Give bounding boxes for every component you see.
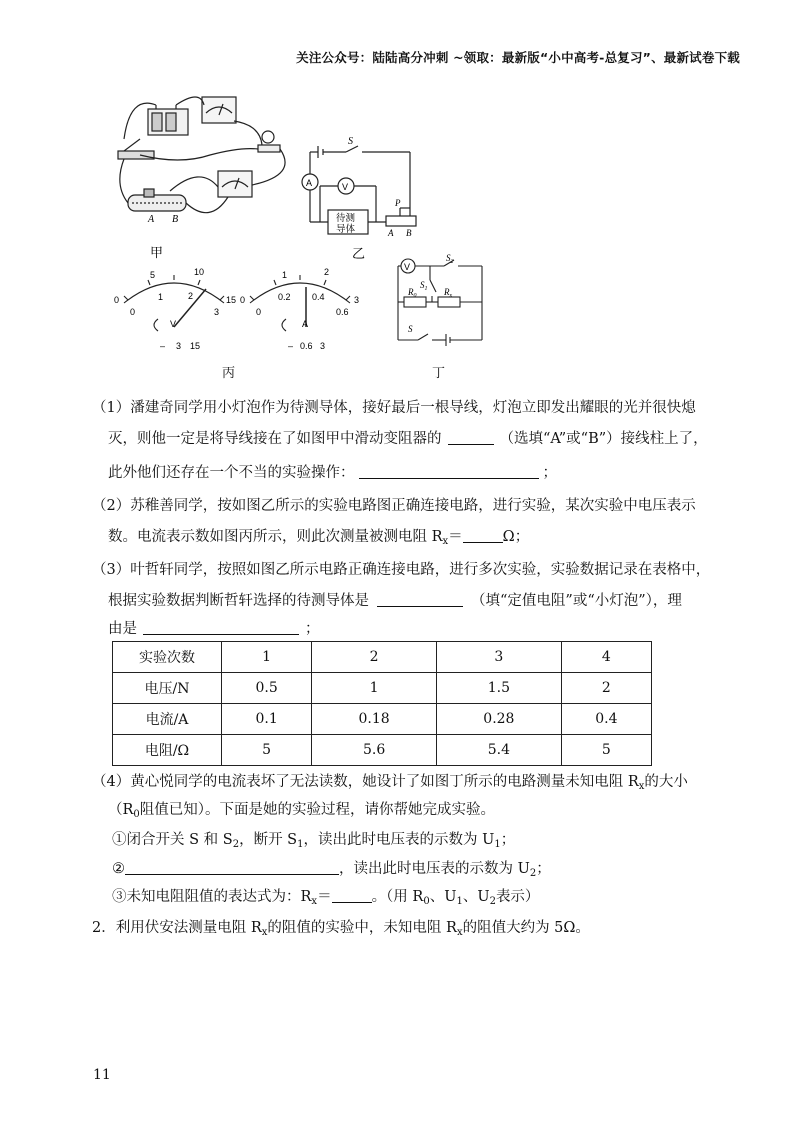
q1-part1-text-e: ； xyxy=(542,465,557,481)
q1-part1-text-b: 灭，则他一定是将导线接在了如图甲中滑动变阻器的 xyxy=(108,431,442,447)
answer-blank-1[interactable] xyxy=(448,428,494,445)
figure-bing-ammeter xyxy=(240,265,370,355)
ding-voltmeter-symbol: V xyxy=(404,262,411,272)
volt-terminal-neg: – xyxy=(160,341,166,351)
amp-inner-tick-2: 0.4 xyxy=(312,292,325,302)
figure-ding xyxy=(392,252,492,352)
amp-outer-tick-1: 1 xyxy=(282,270,288,280)
ding-rx: R xyxy=(444,287,450,297)
amp-outer-tick-0: 0 xyxy=(240,295,246,305)
volt-symbol: V xyxy=(170,319,177,329)
jia-label: 甲 xyxy=(150,246,164,261)
q1-part3-text-c: （填“定值电阻”或“小灯泡”），理 xyxy=(471,593,682,609)
volt-inner-tick-0: 0 xyxy=(130,307,136,317)
page-number: 11 xyxy=(93,1067,111,1083)
q2-text-c: 的阻值大约为 5Ω。 xyxy=(462,920,590,936)
step2-text-a: ② xyxy=(112,861,125,877)
answer-blank-4[interactable] xyxy=(377,590,463,607)
data-table xyxy=(112,641,652,766)
step3-sub-x: x xyxy=(311,896,318,907)
table-cell: 5.4 xyxy=(436,735,561,766)
q1-part2-line1: （2）苏稚善同学，按如图乙所示的实验电路图正确连接电路，进行实验，某次实验中电压表示 xyxy=(92,498,696,514)
table-cell: 电流/A xyxy=(113,704,222,735)
yi-switch-label: S xyxy=(348,136,353,147)
step1-sub-2: 2 xyxy=(232,839,240,850)
q1-part2-line2 xyxy=(108,526,748,552)
step1-sub-1: 1 xyxy=(297,839,304,850)
table-row xyxy=(113,735,652,766)
step3-sub-2: 2 xyxy=(489,896,496,907)
volt-outer-tick-3: 15 xyxy=(226,295,237,305)
step-3 xyxy=(112,886,752,912)
amp-inner-tick-1: 0.2 xyxy=(278,292,291,302)
q1-part4-text-b: 的大小 xyxy=(644,774,688,790)
amp-inner-tick-0: 0 xyxy=(256,307,262,317)
q1-part4-text-a: （4）黄心悦同学的电流表坏了无法读数，她设计了如图丁所示的电路测量未知电阻 R xyxy=(92,774,639,790)
q1-part1-line1: （1）潘建奇同学用小灯泡作为待测导体，接好最后一根导线，灯泡立即发出耀眼的光并很快熄 xyxy=(92,400,696,416)
q1-part4-sub-x: x xyxy=(638,781,645,792)
ding-rx-sub: x xyxy=(449,293,453,299)
q1-part3-line1: （3）叶哲轩同学，按照如图乙所示电路正确连接电路，进行多次实验，实验数据记录在表格中， xyxy=(92,562,711,578)
q1-part3-line3 xyxy=(108,618,748,639)
step3-text-e: 、U xyxy=(462,889,490,905)
q1-part3-line2 xyxy=(108,590,748,611)
table-cell: 电压/N xyxy=(113,673,222,704)
table-cell: 5.6 xyxy=(312,735,437,766)
step3-sub-1: 1 xyxy=(456,896,463,907)
amp-outer-tick-2: 2 xyxy=(324,267,330,277)
table-cell: 1 xyxy=(222,642,312,673)
volt-outer-tick-0: 0 xyxy=(114,295,120,305)
ding-s2-sub: 2 xyxy=(450,259,454,265)
question-2 xyxy=(92,918,732,943)
step3-text-c: 。（用 R xyxy=(371,889,424,905)
q1-part4-text-c: （R xyxy=(108,802,134,818)
step-2 xyxy=(112,858,752,884)
volt-inner-tick-3: 3 xyxy=(214,307,220,317)
table-cell: 1.5 xyxy=(436,673,561,704)
step3-text-a: ③未知电阻阻值的表达式为：R xyxy=(112,889,312,905)
page-header: 关注公众号：陆陆高分冲刺 ~领取：最新版“小中高考-总复习”、最新试卷下载 xyxy=(296,50,740,65)
step-1 xyxy=(112,830,752,855)
table-cell: 5 xyxy=(222,735,312,766)
table-cell: 0.28 xyxy=(436,704,561,735)
answer-blank-3[interactable] xyxy=(463,526,503,543)
figure-bing-voltmeter xyxy=(110,265,240,355)
amp-symbol: A xyxy=(302,319,309,329)
q1-part4-line2 xyxy=(108,800,748,825)
table-cell: 0.5 xyxy=(222,673,312,704)
amp-outer-tick-3: 3 xyxy=(354,295,360,305)
yi-box-line1: 待测 xyxy=(336,213,356,224)
table-cell: 0.1 xyxy=(222,704,312,735)
q2-text-b: 的阻值的实验中，未知电阻 R xyxy=(267,920,457,936)
yi-ammeter-symbol: A xyxy=(306,178,313,188)
q1-part4-line1 xyxy=(92,772,732,797)
answer-blank-6[interactable] xyxy=(125,858,339,875)
q2-sub-a: x xyxy=(261,927,268,938)
step3-eq: ＝ xyxy=(317,889,332,905)
figure-yi xyxy=(300,132,430,262)
q1-part3-text-b: 根据实验数据判断哲轩选择的待测导体是 xyxy=(108,593,369,609)
q1-part3-text-e: ； xyxy=(305,621,320,637)
yi-slider-label: P xyxy=(395,198,401,208)
q1-part2-unit: Ω； xyxy=(502,529,530,545)
step1-text-d: ； xyxy=(500,832,516,848)
step3-text-d: 、U xyxy=(429,889,457,905)
table-cell: 0.4 xyxy=(561,704,651,735)
q1-part1 xyxy=(92,398,732,418)
q1-part1-text-d: 此外他们还存在一个不当的实验操作： xyxy=(108,465,355,481)
step2-text-c: ； xyxy=(536,861,551,877)
table-cell: 电阻/Ω xyxy=(113,735,222,766)
q1-part1-line3 xyxy=(108,462,748,483)
table-cell: 4 xyxy=(561,642,651,673)
amp-terminal-3: 3 xyxy=(320,341,326,351)
step3-sub-0: 0 xyxy=(423,896,430,907)
ding-s1-sub: 1 xyxy=(424,286,428,292)
svg-text:S1 xyxy=(420,280,428,292)
q1-part2-eq: ＝ xyxy=(448,529,463,545)
ding-r0: R xyxy=(408,287,414,297)
table-cell: 3 xyxy=(436,642,561,673)
volt-terminal-3: 3 xyxy=(176,341,182,351)
table-row xyxy=(113,673,652,704)
table-row xyxy=(113,704,652,735)
step1-text-a: ①闭合开关 S 和 S xyxy=(112,832,233,848)
ding-label: 丁 xyxy=(432,366,446,381)
q1-part4-sub-0: 0 xyxy=(133,809,140,820)
step1-text-c: ，读出此时电压表的示数为 U xyxy=(303,832,495,848)
ding-s1: S xyxy=(420,280,425,290)
ding-s: S xyxy=(408,324,413,334)
step2-sub: 2 xyxy=(529,868,537,879)
q2-text-a: 2．利用伏安法测量电阻 R xyxy=(92,920,262,936)
q1-part2-sub: x xyxy=(442,536,449,547)
yi-terminal-b: B xyxy=(406,228,412,238)
figure-jia xyxy=(110,95,300,265)
q2-sub-b: x xyxy=(456,927,463,938)
volt-outer-tick-2: 10 xyxy=(194,267,205,277)
answer-blank-5[interactable] xyxy=(143,618,299,635)
step1-sub-u: 1 xyxy=(494,839,501,850)
bing-label: 丙 xyxy=(222,366,236,381)
q1-part3-text-d: 由是 xyxy=(108,621,137,637)
volt-outer-tick-1: 5 xyxy=(150,270,156,280)
q1-part1-line2 xyxy=(108,428,748,449)
svg-text:S2 xyxy=(446,253,454,265)
jia-terminal-a: A xyxy=(148,214,155,225)
yi-voltmeter-symbol: V xyxy=(342,182,349,192)
q1-part4-text-d: 阻值已知）。下面是她的实验过程，请你帮她完成实验。 xyxy=(139,802,496,818)
yi-label: 乙 xyxy=(352,247,366,262)
amp-terminal-neg: – xyxy=(288,341,294,351)
volt-terminal-15: 15 xyxy=(190,341,201,351)
answer-blank-7[interactable] xyxy=(332,886,372,903)
table-cell: 1 xyxy=(312,673,437,704)
step1-text-b: ，断开 S xyxy=(239,832,298,848)
yi-box-line2: 导体 xyxy=(336,224,356,235)
step2-text-b: ，读出此时电压表的示数为 U xyxy=(339,861,530,877)
q1-part2-text-b: 数。电流表示数如图丙所示，则此次测量被测电阻 R xyxy=(108,529,443,545)
table-cell: 2 xyxy=(312,642,437,673)
ding-r0-sub: 0 xyxy=(413,293,417,299)
amp-terminal-06: 0.6 xyxy=(300,341,313,351)
table-cell: 实验次数 xyxy=(113,642,222,673)
step3-text-f: 表示） xyxy=(495,889,540,905)
volt-inner-tick-2: 2 xyxy=(188,291,194,301)
table-cell: 5 xyxy=(561,735,651,766)
volt-inner-tick-1: 1 xyxy=(158,292,164,302)
table-cell: 2 xyxy=(561,673,651,704)
amp-inner-tick-3: 0.6 xyxy=(336,307,349,317)
yi-terminal-a: A xyxy=(388,228,394,238)
table-cell: 0.18 xyxy=(312,704,437,735)
answer-blank-2[interactable] xyxy=(359,462,539,479)
q1-part1-text-c: （选填“A”或“B”）接线柱上了， xyxy=(499,431,708,447)
table-row xyxy=(113,642,652,673)
jia-terminal-b: B xyxy=(172,214,179,225)
ding-s2: S xyxy=(446,253,451,263)
